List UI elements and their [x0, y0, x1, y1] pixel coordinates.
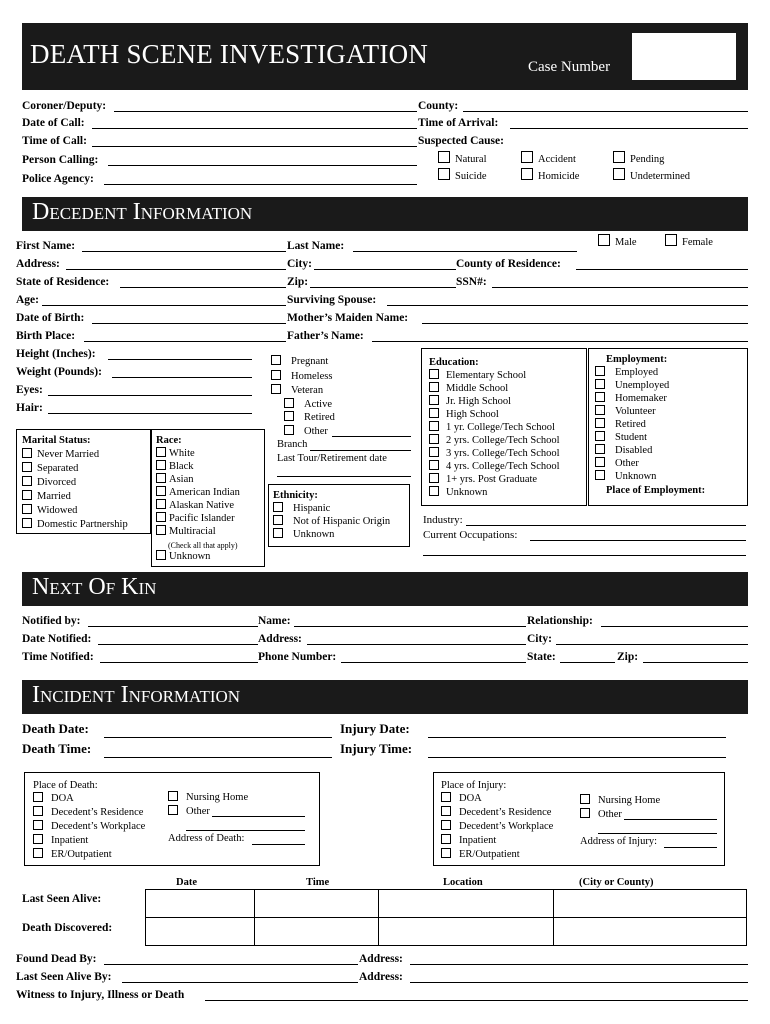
checkbox-icon	[33, 806, 43, 816]
weight-field[interactable]	[112, 377, 252, 378]
time-notified-field[interactable]	[100, 662, 258, 663]
address-of-injury-field[interactable]	[664, 847, 717, 848]
employment-title: Employment:	[606, 354, 668, 365]
checkbox-icon	[595, 392, 605, 402]
kin-address-label: Address:	[258, 633, 302, 645]
hair-field[interactable]	[48, 413, 252, 414]
form-title: DEATH SCENE INVESTIGATION	[30, 39, 428, 69]
education-elementary[interactable]: Elementary School	[429, 369, 526, 382]
education-middle[interactable]: Middle School	[429, 382, 508, 395]
education-unknown[interactable]: Unknown	[429, 486, 487, 499]
checkbox-icon	[271, 384, 281, 394]
discovered-location-cell[interactable]	[379, 918, 554, 946]
death-other-field[interactable]	[212, 816, 305, 817]
checkbox-icon	[22, 504, 32, 514]
checkbox-icon	[429, 382, 439, 392]
checkbox-icon	[441, 820, 451, 830]
veteran-other-field[interactable]	[332, 436, 411, 437]
cause-suicide[interactable]: Suicide	[438, 168, 487, 183]
checkbox-icon	[429, 408, 439, 418]
hair-label: Hair:	[16, 402, 43, 414]
race-unknown[interactable]: Unknown	[156, 550, 210, 563]
time-notified-label: Time Notified:	[22, 651, 94, 663]
address-field[interactable]	[66, 269, 286, 270]
education-3yr-college[interactable]: 3 yrs. College/Tech School	[429, 447, 560, 460]
sex-male[interactable]: Male	[598, 234, 637, 249]
employment-disabled[interactable]: Disabled	[595, 444, 652, 457]
checkbox-icon	[595, 366, 605, 376]
employment-other[interactable]: Other	[595, 457, 639, 470]
kin-relationship-label: Relationship:	[527, 615, 593, 627]
kin-relationship-field[interactable]	[601, 626, 748, 627]
injury-time-field[interactable]	[428, 757, 726, 758]
kin-section-title: Next Of Kin	[32, 574, 157, 600]
time-of-call-label: Time of Call:	[22, 135, 87, 147]
education-post-graduate[interactable]: 1+ yrs. Post Graduate	[429, 473, 537, 486]
checkbox-icon	[665, 234, 677, 246]
occupations-field[interactable]	[530, 540, 746, 541]
ssn-field[interactable]	[492, 287, 748, 288]
kin-state-label: State:	[527, 651, 556, 663]
decedent-section-title: Decedent Information	[32, 199, 253, 225]
checkbox-icon	[273, 528, 283, 538]
injury-place-residence[interactable]: Decedent’s Residence	[441, 806, 551, 819]
checkbox-icon	[156, 486, 166, 496]
death-place-er[interactable]: ER/Outpatient	[33, 848, 112, 861]
race-black[interactable]: Black	[156, 460, 194, 473]
employment-retired[interactable]: Retired	[595, 418, 646, 431]
checkbox-icon	[156, 473, 166, 483]
checkbox-icon	[429, 395, 439, 405]
cause-homicide[interactable]: Homicide	[521, 168, 579, 183]
checkbox-icon	[595, 457, 605, 467]
death-discovered-label: Death Discovered:	[22, 922, 113, 934]
city-field[interactable]	[314, 269, 456, 270]
last-seen-county-cell[interactable]	[554, 890, 747, 918]
discovered-time-cell[interactable]	[255, 918, 379, 946]
place-employment-label: Place of Employment:	[606, 485, 706, 496]
ethnicity-not-hispanic[interactable]: Not of Hispanic Origin	[273, 515, 390, 528]
checkbox-icon	[521, 151, 533, 163]
death-place-doa[interactable]: DOA	[33, 792, 74, 805]
time-of-arrival-field[interactable]	[510, 128, 748, 129]
kin-name-label: Name:	[258, 615, 291, 627]
death-other-field-2[interactable]	[186, 830, 305, 831]
last-seen-date-cell[interactable]	[146, 890, 255, 918]
checkbox-icon	[33, 820, 43, 830]
last-seen-address-label: Address:	[359, 971, 403, 983]
police-agency-field[interactable]	[104, 184, 417, 185]
checkbox-icon	[429, 421, 439, 431]
injury-date-label: Injury Date:	[340, 721, 410, 736]
race-title: Race:	[156, 435, 182, 446]
first-name-field[interactable]	[82, 251, 286, 252]
checkbox-icon	[271, 355, 281, 365]
injury-other-field-2[interactable]	[598, 833, 717, 834]
death-place-workplace[interactable]: Decedent’s Workplace	[33, 820, 145, 833]
county-residence-label: County of Residence:	[456, 258, 561, 270]
first-name-label: First Name:	[16, 240, 76, 252]
death-place-other[interactable]: Other	[168, 805, 210, 818]
date-notified-field[interactable]	[98, 644, 258, 645]
injury-place-er[interactable]: ER/Outpatient	[441, 848, 520, 861]
person-calling-label: Person Calling:	[22, 154, 99, 166]
discovered-county-cell[interactable]	[554, 918, 747, 946]
table-header-date: Date	[176, 877, 197, 888]
eyes-field[interactable]	[48, 395, 252, 396]
last-seen-address-field[interactable]	[410, 982, 748, 983]
date-notified-label: Date Notified:	[22, 633, 92, 645]
branch-field[interactable]	[310, 450, 411, 451]
occupations-label: Current Occupations:	[423, 529, 518, 541]
injury-place-inpatient[interactable]: Inpatient	[441, 834, 496, 847]
checkbox-icon	[273, 515, 283, 525]
checkbox-icon	[22, 490, 32, 500]
employment-student[interactable]: Student	[595, 431, 647, 444]
checkbox-icon	[580, 808, 590, 818]
maiden-name-label: Mother’s Maiden Name:	[287, 312, 409, 324]
checkbox-icon	[438, 151, 450, 163]
person-calling-field[interactable]	[108, 165, 417, 166]
father-name-field[interactable]	[372, 341, 748, 342]
checkbox-icon	[168, 791, 178, 801]
race-american-indian[interactable]: American Indian	[156, 486, 240, 499]
injury-place-nursing-home[interactable]: Nursing Home	[580, 794, 660, 807]
injury-place-workplace[interactable]: Decedent’s Workplace	[441, 820, 553, 833]
height-label: Height (Inches):	[16, 348, 96, 360]
state-residence-field[interactable]	[120, 287, 286, 288]
checkbox-icon	[595, 470, 605, 480]
status-veteran[interactable]: Veteran	[271, 384, 323, 397]
address-label: Address:	[16, 258, 60, 270]
checkbox-icon	[271, 370, 281, 380]
checkbox-icon	[441, 806, 451, 816]
zip-label: Zip:	[287, 276, 309, 288]
place-of-injury-title: Place of Injury:	[441, 780, 507, 791]
last-tour-label: Last Tour/Retirement date	[277, 453, 387, 464]
table-header-time: Time	[306, 877, 330, 888]
last-seen-time-cell[interactable]	[255, 890, 379, 918]
found-dead-by-label: Found Dead By:	[16, 953, 97, 965]
veteran-other[interactable]: Other	[284, 425, 328, 438]
race-multiracial[interactable]: Multiracial	[156, 525, 216, 538]
checkbox-icon	[33, 792, 43, 802]
kin-city-field[interactable]	[556, 644, 748, 645]
race-asian[interactable]: Asian	[156, 473, 194, 486]
checkbox-icon	[156, 460, 166, 470]
checkbox-icon	[521, 168, 533, 180]
checkbox-icon	[156, 550, 166, 560]
age-field[interactable]	[42, 305, 286, 306]
marital-status-title: Marital Status:	[22, 435, 91, 446]
height-field[interactable]	[108, 359, 252, 360]
incident-section-bar	[22, 680, 748, 714]
weight-label: Weight (Pounds):	[16, 366, 102, 378]
ethnicity-hispanic[interactable]: Hispanic	[273, 502, 330, 515]
checkbox-icon	[595, 444, 605, 454]
death-time-field[interactable]	[104, 757, 332, 758]
race-pacific-islander[interactable]: Pacific Islander	[156, 512, 235, 525]
education-jr-high[interactable]: Jr. High School	[429, 395, 511, 408]
notified-by-label: Notified by:	[22, 615, 81, 627]
death-time-label: Death Time:	[22, 741, 92, 756]
branch-label: Branch	[277, 439, 308, 450]
timeline-table	[145, 889, 747, 946]
marital-separated[interactable]: Separated	[22, 462, 78, 475]
checkbox-icon	[156, 525, 166, 535]
surviving-spouse-field[interactable]	[387, 305, 748, 306]
time-of-call-field[interactable]	[92, 146, 417, 147]
checkbox-icon	[429, 473, 439, 483]
decedent-section-bar	[22, 197, 748, 231]
status-homeless[interactable]: Homeless	[271, 370, 332, 383]
coroner-label: Coroner/Deputy:	[22, 100, 107, 112]
birth-place-field[interactable]	[84, 341, 286, 342]
industry-label: Industry:	[423, 514, 463, 526]
county-label: County:	[418, 100, 459, 112]
kin-city-label: City:	[527, 633, 552, 645]
checkbox-icon	[438, 168, 450, 180]
checkbox-icon	[595, 431, 605, 441]
checkbox-icon	[22, 476, 32, 486]
state-residence-label: State of Residence:	[16, 276, 110, 288]
eyes-label: Eyes:	[16, 384, 43, 396]
education-2yr-college[interactable]: 2 yrs. College/Tech School	[429, 434, 560, 447]
injury-place-other[interactable]: Other	[580, 808, 622, 821]
zip-field[interactable]	[310, 287, 456, 288]
employment-homemaker[interactable]: Homemaker	[595, 392, 667, 405]
address-of-death-label: Address of Death:	[168, 833, 245, 844]
industry-field[interactable]	[466, 525, 746, 526]
education-4yr-college[interactable]: 4 yrs. College/Tech School	[429, 460, 560, 473]
checkbox-icon	[595, 418, 605, 428]
maiden-name-field[interactable]	[422, 323, 748, 324]
death-place-nursing-home[interactable]: Nursing Home	[168, 791, 248, 804]
county-field[interactable]	[463, 111, 748, 112]
last-seen-alive-label: Last Seen Alive:	[22, 893, 102, 905]
race-white[interactable]: White	[156, 447, 195, 460]
marital-married[interactable]: Married	[22, 490, 71, 503]
ethnicity-title: Ethnicity:	[273, 490, 318, 501]
last-tour-field[interactable]	[277, 476, 411, 477]
date-of-call-field[interactable]	[92, 128, 417, 129]
death-place-inpatient[interactable]: Inpatient	[33, 834, 88, 847]
last-name-field[interactable]	[353, 251, 577, 252]
cause-accident[interactable]: Accident	[521, 151, 576, 166]
marital-widowed[interactable]: Widowed	[22, 504, 77, 517]
checkbox-icon	[580, 794, 590, 804]
checkbox-icon	[441, 848, 451, 858]
checkbox-icon	[156, 499, 166, 509]
found-dead-address-field[interactable]	[410, 964, 748, 965]
occupations-field-2[interactable]	[423, 555, 746, 556]
found-dead-by-field[interactable]	[104, 964, 358, 965]
checkbox-icon	[429, 434, 439, 444]
kin-phone-field[interactable]	[341, 662, 526, 663]
injury-other-field[interactable]	[624, 819, 717, 820]
employment-unemployed[interactable]: Unemployed	[595, 379, 669, 392]
date-of-call-label: Date of Call:	[22, 117, 85, 129]
kin-zip-label: Zip:	[617, 651, 639, 663]
checkbox-icon	[22, 518, 32, 528]
dob-label: Date of Birth:	[16, 312, 85, 324]
checkbox-icon	[273, 502, 283, 512]
age-label: Age:	[16, 294, 39, 306]
checkbox-icon	[22, 448, 32, 458]
checkbox-icon	[429, 460, 439, 470]
employment-employed[interactable]: Employed	[595, 366, 658, 379]
cause-undetermined[interactable]: Undetermined	[613, 168, 690, 183]
case-number-label: Case Number	[528, 59, 611, 75]
police-agency-label: Police Agency:	[22, 173, 94, 185]
checkbox-icon	[33, 848, 43, 858]
table-row	[146, 890, 747, 918]
case-number-field[interactable]	[632, 33, 736, 80]
table-row	[146, 918, 747, 946]
county-residence-field[interactable]	[576, 269, 748, 270]
checkbox-icon	[22, 462, 32, 472]
found-dead-address-label: Address:	[359, 953, 403, 965]
marital-domestic-partnership[interactable]: Domestic Partnership	[22, 518, 128, 531]
suspected-cause-label: Suspected Cause:	[418, 135, 504, 147]
death-place-residence[interactable]: Decedent’s Residence	[33, 806, 143, 819]
employment-volunteer[interactable]: Volunteer	[595, 405, 656, 418]
last-seen-location-cell[interactable]	[379, 890, 554, 918]
status-pregnant[interactable]: Pregnant	[271, 355, 328, 368]
checkbox-icon	[429, 369, 439, 379]
coroner-field[interactable]	[114, 111, 417, 112]
checkbox-icon	[284, 425, 294, 435]
last-name-label: Last Name:	[287, 240, 345, 252]
ethnicity-unknown[interactable]: Unknown	[273, 528, 334, 541]
last-seen-alive-by-field[interactable]	[122, 982, 358, 983]
injury-place-doa[interactable]: DOA	[441, 792, 482, 805]
employment-unknown[interactable]: Unknown	[595, 470, 656, 483]
last-seen-alive-by-label: Last Seen Alive By:	[16, 971, 112, 983]
incident-section-title: Incident Information	[32, 682, 241, 708]
marital-divorced[interactable]: Divorced	[22, 476, 76, 489]
address-of-death-field[interactable]	[252, 844, 305, 845]
birth-place-label: Birth Place:	[16, 330, 76, 342]
checkbox-icon	[598, 234, 610, 246]
checkbox-icon	[595, 379, 605, 389]
veteran-retired[interactable]: Retired	[284, 411, 335, 424]
kin-section-bar	[22, 572, 748, 606]
table-header-location: Location	[443, 877, 483, 888]
checkbox-icon	[284, 398, 294, 408]
checkbox-icon	[284, 411, 294, 421]
checkbox-icon	[441, 834, 451, 844]
education-high[interactable]: High School	[429, 408, 499, 421]
place-of-death-title: Place of Death:	[33, 780, 98, 791]
checkbox-icon	[156, 512, 166, 522]
father-name-label: Father’s Name:	[287, 330, 364, 342]
checkbox-icon	[595, 405, 605, 415]
kin-name-field[interactable]	[294, 626, 526, 627]
table-header-city-county: (City or County)	[579, 877, 654, 888]
checkbox-icon	[429, 447, 439, 457]
address-of-injury-label: Address of Injury:	[580, 836, 657, 847]
marital-never-married[interactable]: Never Married	[22, 448, 99, 461]
education-title: Education:	[429, 357, 479, 368]
death-date-field[interactable]	[104, 737, 332, 738]
kin-phone-label: Phone Number:	[258, 651, 337, 663]
notified-by-field[interactable]	[88, 626, 258, 627]
witness-label: Witness to Injury, Illness or Death	[16, 989, 185, 1001]
cause-pending[interactable]: Pending	[613, 151, 664, 166]
veteran-active[interactable]: Active	[284, 398, 332, 411]
cause-natural[interactable]: Natural	[438, 151, 487, 166]
injury-date-field[interactable]	[428, 737, 726, 738]
witness-field[interactable]	[205, 1000, 748, 1001]
education-1yr-college[interactable]: 1 yr. College/Tech School	[429, 421, 555, 434]
checkbox-icon	[441, 792, 451, 802]
surviving-spouse-label: Surviving Spouse:	[287, 294, 377, 306]
dob-field[interactable]	[92, 323, 286, 324]
checkbox-icon	[168, 805, 178, 815]
injury-time-label: Injury Time:	[340, 741, 413, 756]
city-label: City:	[287, 258, 312, 270]
race-note: (Check all that apply)	[168, 541, 238, 550]
race-alaskan-native[interactable]: Alaskan Native	[156, 499, 234, 512]
discovered-date-cell[interactable]	[146, 918, 255, 946]
sex-female[interactable]: Female	[665, 234, 713, 249]
kin-address-field[interactable]	[307, 644, 526, 645]
death-date-label: Death Date:	[22, 721, 89, 736]
checkbox-icon	[613, 168, 625, 180]
kin-state-field[interactable]	[560, 662, 615, 663]
checkbox-icon	[33, 834, 43, 844]
title-bar	[22, 23, 748, 90]
ssn-label: SSN#:	[456, 276, 487, 288]
checkbox-icon	[613, 151, 625, 163]
checkbox-icon	[156, 447, 166, 457]
checkbox-icon	[429, 486, 439, 496]
kin-zip-field[interactable]	[643, 662, 748, 663]
time-of-arrival-label: Time of Arrival:	[418, 117, 499, 129]
